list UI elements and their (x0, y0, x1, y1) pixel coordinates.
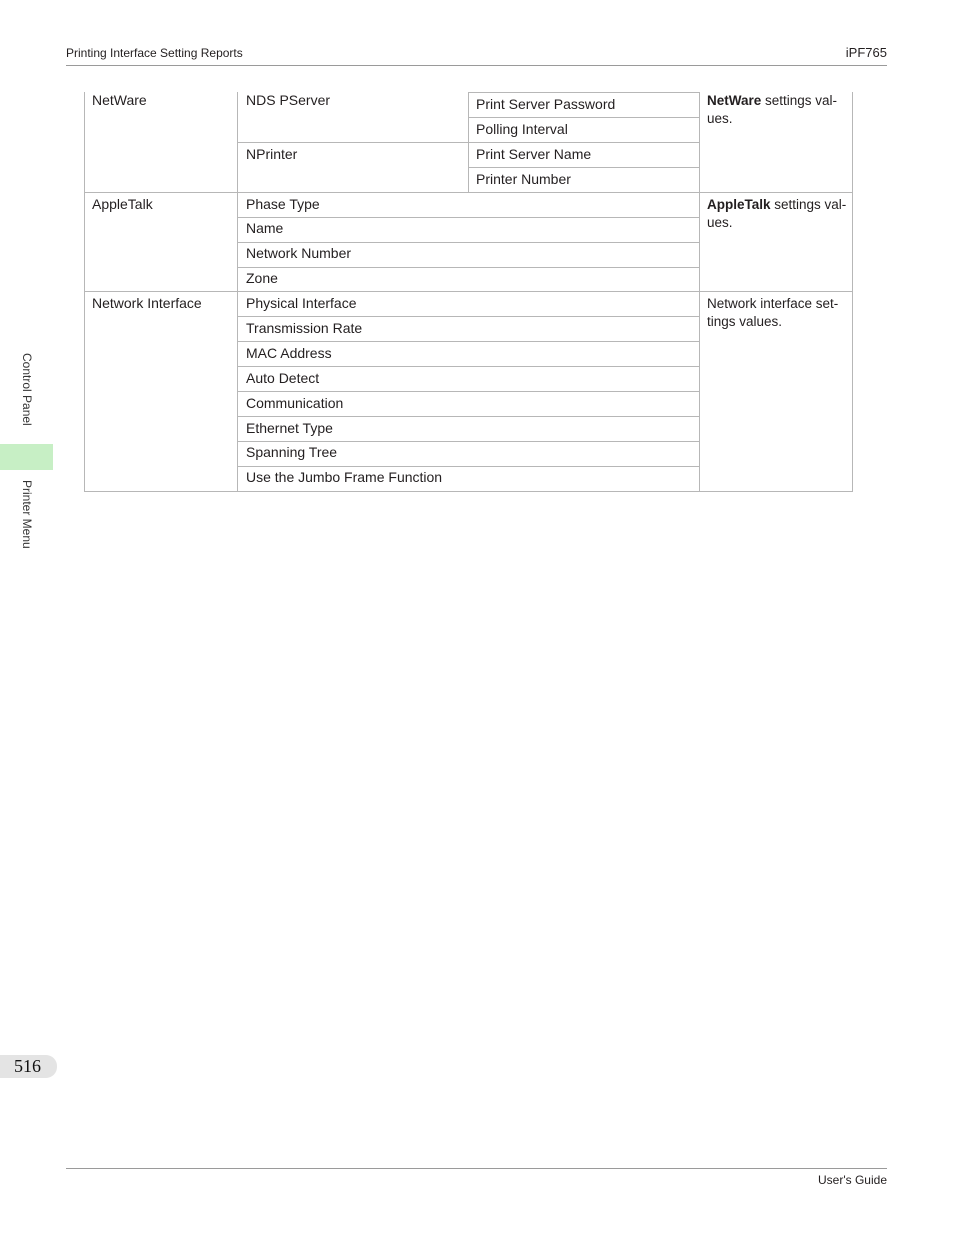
side-tab-active-marker (0, 444, 53, 470)
netware-nds-pserver: NDS PServer (246, 92, 331, 108)
table-bottom-border (84, 491, 853, 492)
row-divider-appletalk (84, 192, 853, 193)
running-header-title: Printing Interface Setting Reports (66, 46, 243, 60)
network-item: Communication (246, 395, 344, 411)
appletalk-line (237, 242, 699, 243)
row-label-network-interface: Network Interface (92, 295, 202, 311)
appletalk-item: Name (246, 220, 284, 236)
netware-desc-rest: settings val- (761, 93, 838, 108)
page-number: 516 (14, 1056, 41, 1076)
netware-description (707, 92, 847, 128)
col-divider-1 (237, 92, 238, 492)
network-item: Use the Jumbo Frame Function (246, 469, 443, 485)
netware-subtable-top (468, 92, 699, 93)
row-divider-network (84, 291, 853, 292)
netware-print-server-password: Print Server Password (476, 96, 616, 112)
network-desc-line1: Network interface set- (707, 296, 839, 311)
footer-divider (66, 1168, 887, 1169)
network-item: Auto Detect (246, 370, 320, 386)
running-footer: User's Guide (818, 1173, 887, 1187)
network-line (237, 316, 699, 317)
netware-nprinter: NPrinter (246, 146, 298, 162)
appletalk-item: Zone (246, 270, 278, 286)
netware-line (237, 142, 699, 143)
running-header-model: iPF765 (845, 45, 887, 60)
side-tab-printer-menu[interactable]: Printer Menu (20, 480, 34, 549)
netware-line (468, 167, 699, 168)
appletalk-desc-line2: ues. (707, 215, 733, 230)
table-right-border (852, 92, 853, 492)
network-line (237, 416, 699, 417)
network-item: Transmission Rate (246, 320, 363, 336)
appletalk-desc-bold: AppleTalk (707, 197, 771, 212)
appletalk-line (237, 267, 699, 268)
appletalk-item: Network Number (246, 245, 352, 261)
network-description (707, 295, 847, 331)
netware-line (468, 117, 699, 118)
network-line (237, 391, 699, 392)
row-label-netware: NetWare (92, 92, 147, 108)
table-left-border (84, 92, 85, 492)
appletalk-item: Phase Type (246, 196, 320, 212)
row-label-appletalk: AppleTalk (92, 196, 153, 212)
side-tab-control-panel[interactable]: Control Panel (20, 353, 34, 426)
network-item: Physical Interface (246, 295, 357, 311)
settings-table (84, 92, 853, 492)
appletalk-line (237, 217, 699, 218)
network-line (237, 341, 699, 342)
appletalk-description (707, 196, 847, 232)
header-divider (66, 65, 887, 66)
netware-printer-number: Printer Number (476, 171, 571, 187)
network-item: Ethernet Type (246, 420, 333, 436)
network-item: Spanning Tree (246, 444, 338, 460)
netware-polling-interval: Polling Interval (476, 121, 568, 137)
network-line (237, 441, 699, 442)
netware-desc-line2: ues. (707, 111, 733, 126)
network-line (237, 366, 699, 367)
netware-desc-bold: NetWare (707, 93, 762, 108)
appletalk-desc-rest: settings val- (770, 197, 847, 212)
network-item: MAC Address (246, 345, 332, 361)
network-line (237, 466, 699, 467)
col-divider-3 (699, 92, 700, 492)
network-desc-line2: tings values. (707, 314, 783, 329)
netware-print-server-name: Print Server Name (476, 146, 592, 162)
